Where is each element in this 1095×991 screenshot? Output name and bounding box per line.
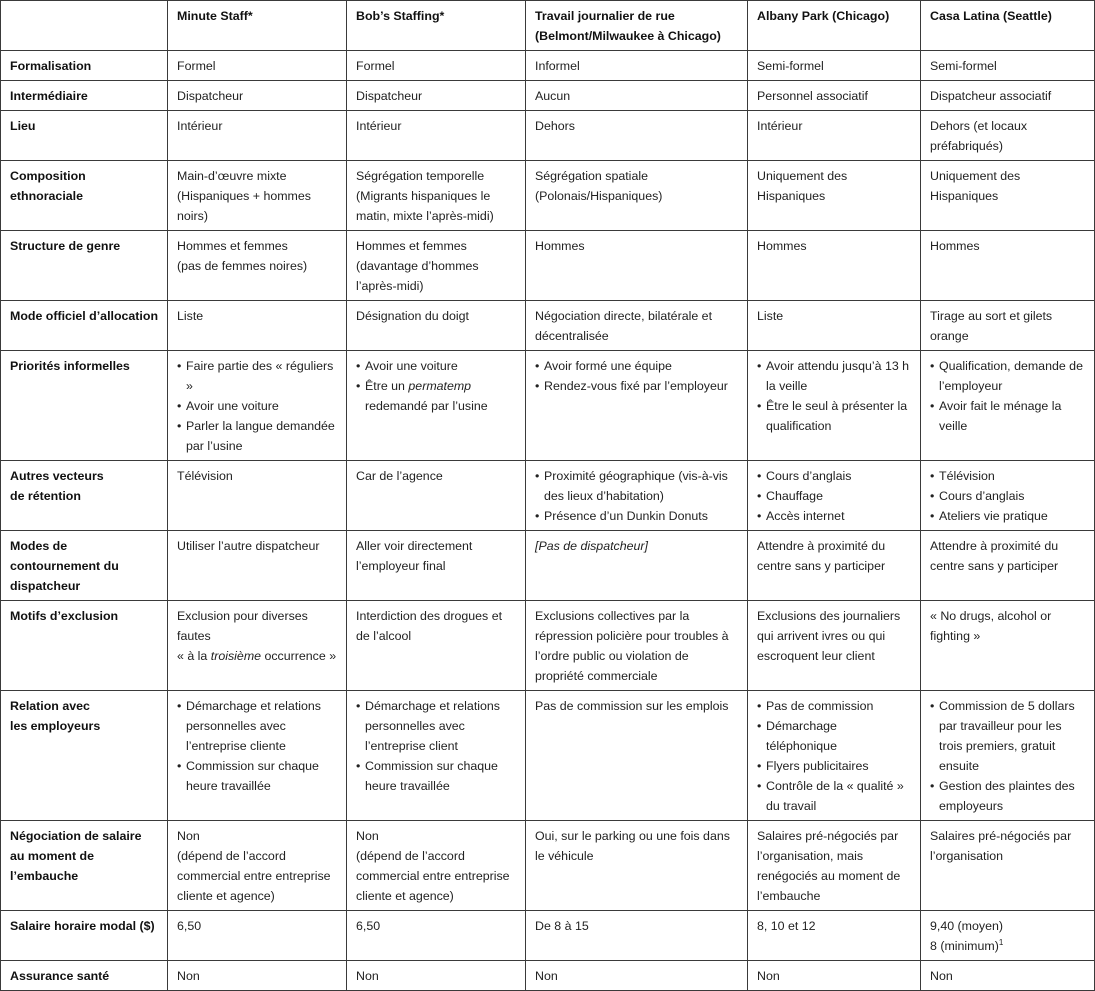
bullet-list: [757, 696, 911, 816]
cell: Formel: [347, 51, 526, 81]
bullet-item: • Commission de 5 dollars par travailleur pour les trois premiers, gratuit ensuite: [930, 696, 1085, 776]
cell: Interdiction des drogues et de l’alcool: [347, 601, 526, 691]
cell: Désignation du doigt: [347, 301, 526, 351]
bullet-list: [535, 356, 738, 396]
cell: Aucun: [526, 81, 748, 111]
row-genre: [1, 231, 1095, 301]
cell: Uniquement des Hispaniques: [748, 161, 921, 231]
bullet-item: • Avoir formé une équipe: [535, 356, 738, 376]
cell: Utiliser l’autre dispatcheur: [168, 531, 347, 601]
row-label: Lieu: [1, 111, 168, 161]
cell-line: Hommes et femmes: [177, 239, 288, 253]
cell: [921, 911, 1095, 961]
cell: Formel: [168, 51, 347, 81]
cell: Tirage au sort et gilets orange: [921, 301, 1095, 351]
cell: Oui, sur le parking ou une fois dans le véhicule: [526, 821, 748, 911]
cell: De 8 à 15: [526, 911, 748, 961]
bullet-item: • Gestion des plaintes des employeurs: [930, 776, 1085, 816]
row-label: Formalisation: [1, 51, 168, 81]
cell: Non: [748, 961, 921, 991]
cell: Intérieur: [347, 111, 526, 161]
row-allocation: [1, 301, 1095, 351]
cell-line: (pas de femmes noires): [177, 259, 308, 273]
cell: Négociation directe, bilatérale et décentralisée: [526, 301, 748, 351]
bullet-list: [757, 356, 911, 436]
bullet-item: • Faire partie des « réguliers »: [177, 356, 337, 396]
row-label: Assurance santé: [1, 961, 168, 991]
cell: [168, 601, 347, 691]
row-intermediaire: [1, 81, 1095, 111]
cell-line: (dépend de l’accord commercial entre entreprise cliente et agence): [356, 849, 510, 903]
bullet-item: • Cours d’anglais: [930, 486, 1085, 506]
cell: [168, 231, 347, 301]
cell: [168, 351, 347, 461]
bullet-list: [930, 356, 1085, 436]
cell: [347, 691, 526, 821]
cell: Pas de commission sur les emplois: [526, 691, 748, 821]
cell: Exclusions des journaliers qui arrivent ivres ou qui escroquent leur client: [748, 601, 921, 691]
row-lieu: [1, 111, 1095, 161]
row-label: Structure de genre: [1, 231, 168, 301]
cell: Dehors: [526, 111, 748, 161]
bullet-item: • Cours d’anglais: [757, 466, 911, 486]
bullet-list: [535, 466, 738, 526]
row-label-line: Autres vecteurs: [10, 469, 104, 483]
cell: Non: [921, 961, 1095, 991]
bullet-item: • Contrôle de la « qualité » du travail: [757, 776, 911, 816]
bullet-item: • Télévision: [930, 466, 1085, 486]
row-retention: [1, 461, 1095, 531]
cell: « No drugs, alcohol or fighting »: [921, 601, 1095, 691]
bullet-item: • Avoir attendu jusqu’à 13 h la veille: [757, 356, 911, 396]
bullet-item: • Démarchage et relations personnelles avec l’entreprise client: [356, 696, 516, 756]
bullet-list: [177, 356, 337, 456]
cell: [347, 351, 526, 461]
bullet-item: • Pas de commission: [757, 696, 911, 716]
cell: [347, 821, 526, 911]
row-negociation: [1, 821, 1095, 911]
header-casa-latina: Casa Latina (Seattle): [921, 1, 1095, 51]
row-label: Salaire horaire modal ($): [1, 911, 168, 961]
header-empty: [1, 1, 168, 51]
header-minute-staff: Minute Staff*: [168, 1, 347, 51]
cell: [168, 821, 347, 911]
row-label-line: les employeurs: [10, 719, 101, 733]
bullet-item: • Proximité géographique (vis-à-vis des lieux d’habitation): [535, 466, 738, 506]
cell: Non: [526, 961, 748, 991]
text-run: 8 (minimum): [930, 939, 999, 953]
cell-line: [177, 646, 337, 666]
row-label: Motifs d’exclusion: [1, 601, 168, 691]
row-assurance: [1, 961, 1095, 991]
cell: Attendre à proximité du centre sans y participer: [921, 531, 1095, 601]
row-label-line: de rétention: [10, 489, 81, 503]
bullet-item: • Commission sur chaque heure travaillée: [177, 756, 337, 796]
footnote-marker: 1: [998, 937, 1004, 947]
cell: Salaires pré-négociés par l’organisation: [921, 821, 1095, 911]
cell: Aller voir directement l’employeur final: [347, 531, 526, 601]
bullet-item: [356, 376, 516, 416]
bullet-item: • Présence d’un Dunkin Donuts: [535, 506, 738, 526]
cell-line: (davantage d’hommes l’après-midi): [356, 259, 479, 293]
cell: Ségrégation temporelle (Migrants hispaniques le matin, mixte l’après-midi): [347, 161, 526, 231]
cell: Liste: [168, 301, 347, 351]
bullet-list: [930, 696, 1085, 816]
cell: Uniquement des Hispaniques: [921, 161, 1095, 231]
text-run-italic: permatemp: [408, 379, 472, 393]
cell: [748, 461, 921, 531]
bullet-item: • Accès internet: [757, 506, 911, 526]
bullet-item: • Chauffage: [757, 486, 911, 506]
cell-line: Exclusion pour diverses fautes: [177, 609, 308, 643]
row-label: [1, 691, 168, 821]
row-label: Modes de contournement du dispatcheur: [1, 531, 168, 601]
cell-line: [930, 936, 1085, 956]
cell: [526, 351, 748, 461]
text-run: occurrence »: [261, 649, 337, 663]
cell-line: 9,40 (moyen): [930, 919, 1004, 933]
cell: Main-d’œuvre mixte (Hispaniques + hommes noirs): [168, 161, 347, 231]
cell: [526, 461, 748, 531]
bullet-item: • Avoir une voiture: [356, 356, 516, 376]
row-relation: [1, 691, 1095, 821]
row-formalisation: [1, 51, 1095, 81]
cell: Hommes: [748, 231, 921, 301]
cell: [921, 691, 1095, 821]
cell-line: Non: [177, 829, 200, 843]
row-exclusion: [1, 601, 1095, 691]
header-albany-park: Albany Park (Chicago): [748, 1, 921, 51]
row-composition: [1, 161, 1095, 231]
bullet-item: • Ateliers vie pratique: [930, 506, 1085, 526]
cell: [921, 351, 1095, 461]
row-label: Intermédiaire: [1, 81, 168, 111]
row-label: [1, 461, 168, 531]
row-priorites: [1, 351, 1095, 461]
cell: [168, 691, 347, 821]
cell: Télévision: [168, 461, 347, 531]
cell: [Pas de dispatcheur]: [526, 531, 748, 601]
cell: Exclusions collectives par la répression policière pour troubles à l’ordre public ou violation de propriété commerciale: [526, 601, 748, 691]
header-row: [1, 1, 1095, 51]
row-label: Mode officiel d’allocation: [1, 301, 168, 351]
cell-line: Non: [356, 829, 379, 843]
cell: Dispatcheur associatif: [921, 81, 1095, 111]
cell: Semi-formel: [921, 51, 1095, 81]
cell-line: (dépend de l’accord commercial entre entreprise cliente et agence): [177, 849, 331, 903]
cell: Liste: [748, 301, 921, 351]
bullet-item: • Flyers publicitaires: [757, 756, 911, 776]
cell: 8, 10 et 12: [748, 911, 921, 961]
cell: Intérieur: [168, 111, 347, 161]
cell: Semi-formel: [748, 51, 921, 81]
cell: [748, 351, 921, 461]
bullet-item: • Commission sur chaque heure travaillée: [356, 756, 516, 796]
bullet-item: • Avoir une voiture: [177, 396, 337, 416]
cell: Non: [347, 961, 526, 991]
bullet-item: • Parler la langue demandée par l’usine: [177, 416, 337, 456]
bullet-item: • Démarchage et relations personnelles avec l’entreprise cliente: [177, 696, 337, 756]
row-label: Composition ethnoraciale: [1, 161, 168, 231]
cell: Salaires pré-négociés par l’organisation, mais renégociés au moment de l’embauche: [748, 821, 921, 911]
cell: Personnel associatif: [748, 81, 921, 111]
bullet-item: • Avoir fait le ménage la veille: [930, 396, 1085, 436]
row-label: Priorités informelles: [1, 351, 168, 461]
row-salaire: [1, 911, 1095, 961]
cell: Car de l’agence: [347, 461, 526, 531]
cell: 6,50: [347, 911, 526, 961]
cell: Intérieur: [748, 111, 921, 161]
text-run: redemandé par l’usine: [365, 399, 488, 413]
bullet-item: • Qualification, demande de l’employeur: [930, 356, 1085, 396]
cell: [748, 691, 921, 821]
bullet-list: [356, 356, 516, 416]
cell: Dispatcheur: [347, 81, 526, 111]
header-travail-journalier: Travail journalier de rue (Belmont/Milwaukee à Chicago): [526, 1, 748, 51]
cell: [347, 231, 526, 301]
bullet-list: [356, 696, 516, 796]
cell: Informel: [526, 51, 748, 81]
bullet-list: [930, 466, 1085, 526]
text-run: « à la: [177, 649, 211, 663]
bullet-list: [757, 466, 911, 526]
cell: Hommes: [921, 231, 1095, 301]
row-label-line: Relation avec: [10, 699, 90, 713]
bullet-item: • Rendez-vous fixé par l’employeur: [535, 376, 738, 396]
header-bobs-staffing: Bob’s Staffing*: [347, 1, 526, 51]
bullet-item: • Démarchage téléphonique: [757, 716, 911, 756]
text-run: Être un: [365, 379, 409, 393]
row-contournement: [1, 531, 1095, 601]
text-run-italic: troisième: [210, 649, 262, 663]
bullet-item: • Être le seul à présenter la qualification: [757, 396, 911, 436]
cell: [921, 461, 1095, 531]
bullet-list: [177, 696, 337, 796]
cell: Dispatcheur: [168, 81, 347, 111]
cell: Non: [168, 961, 347, 991]
cell: Attendre à proximité du centre sans y participer: [748, 531, 921, 601]
row-label: Négociation de salaire au moment de l’embauche: [1, 821, 168, 911]
cell: Ségrégation spatiale (Polonais/Hispaniques): [526, 161, 748, 231]
cell: Hommes: [526, 231, 748, 301]
cell: Dehors (et locaux préfabriqués): [921, 111, 1095, 161]
cell: 6,50: [168, 911, 347, 961]
cell-line: Hommes et femmes: [356, 239, 467, 253]
